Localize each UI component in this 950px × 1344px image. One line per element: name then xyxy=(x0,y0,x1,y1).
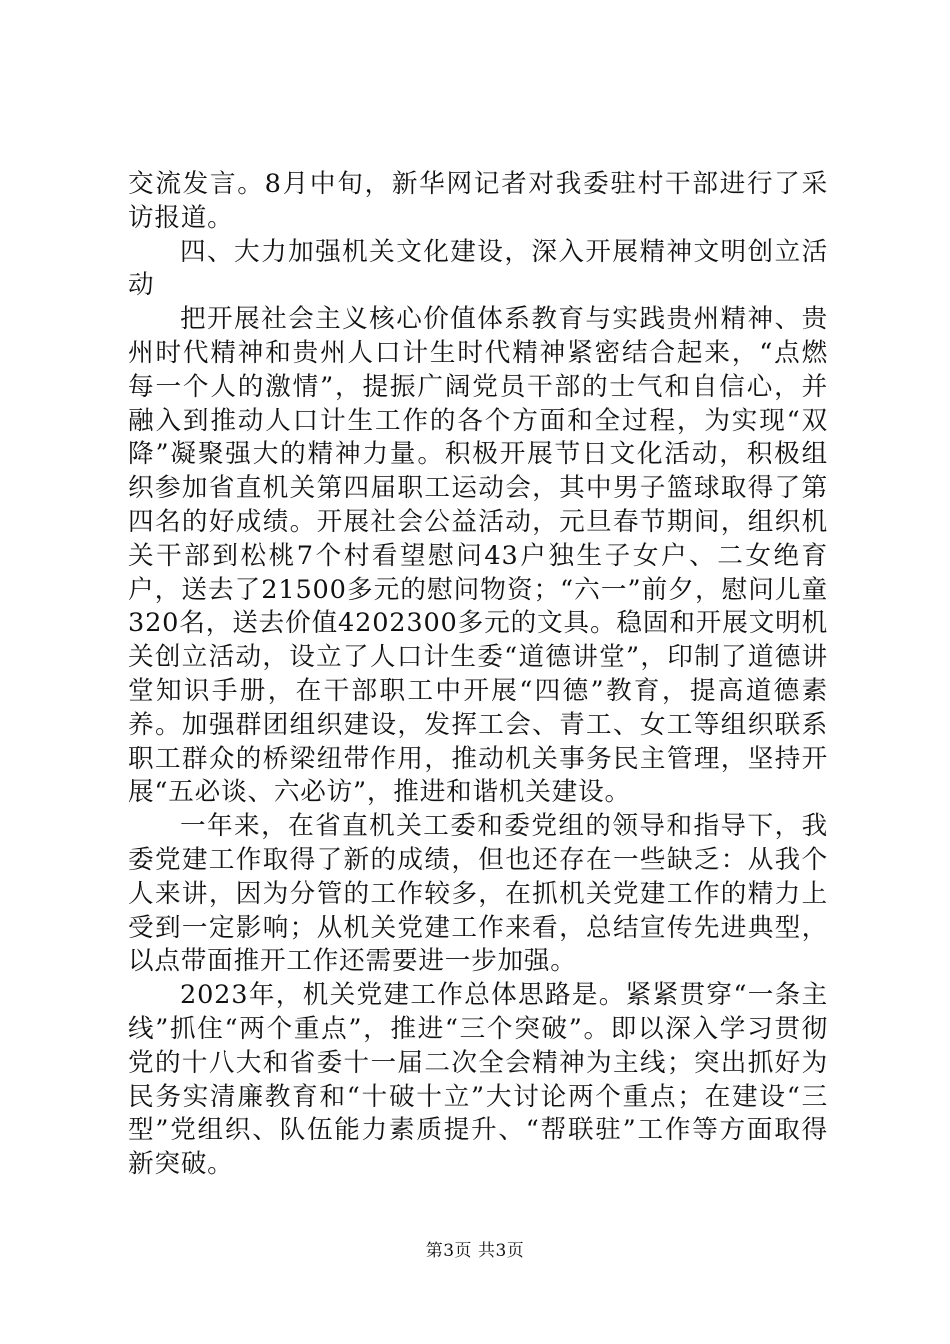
paragraph-culture: 把开展社会主义核心价值体系教育与实践贵州精神、贵州时代精神和贵州人口计生时代精神紧密结合起来，“点燃每一个人的激情”，提振广阔党员干部的士气和自信心，并融入到推动人口计生工作的各个方面和全过程，为实现“双降”凝聚强大的精神力量。积极开展节日文化活动，积极组织参加省直机关第四届职工运动会，其中男子篮球取得了第四名的好成绩。开展社会公益活动，元旦春节期间，组织机关干部到松桃7个村看望慰问43户独生子女户、二女绝育户，送去了21500多元的慰问物资；“六一”前夕，慰问儿童320名，送去价值4202300多元的文具。稳固和开展文明机关创立活动，设立了人口计生委“道德讲堂”，印制了道德讲堂知识手册，在干部职工中开展“四德”教育，提高道德素养。加强群团组织建设，发挥工会、青工、女工等组织联系职工群众的桥梁纽带作用，推动机关事务民主管理，坚持开展“五必谈、六必访”，推进和谐机关建设。 xyxy=(128,304,828,808)
document-body xyxy=(128,168,828,1182)
paragraph-plan: 2023年，机关党建工作总体思路是。紧紧贯穿“一条主线”抓住“两个重点”，推进“三个突破”。即以深入学习贯彻党的十八大和省委十一届二次全会精神为主线；突出抓好为民务实清廉教育和“十破十立”大讨论两个重点；在建设“三型”党组织、队伍能力素质提升、“帮联驻”工作等方面取得新突破。 xyxy=(128,980,828,1180)
section-heading: 四、大力加强机关文化建设，深入开展精神文明创立活动 xyxy=(128,236,828,301)
page-number-footer: 第3页 共3页 xyxy=(425,1241,525,1261)
paragraph-shortcomings: 一年来，在省直机关工委和委党组的领导和指导下，我委党建工作取得了新的成绩，但也还存在一些缺乏：从我个人来讲，因为分管的工作较多，在抓机关党建工作的精力上受到一定影响；从机关党建工作来看，总结宣传先进典型，以点带面推开工作还需要进一步加强。 xyxy=(128,811,828,977)
paragraph-continuation: 交流发言。8月中旬，新华网记者对我委驻村干部进行了采访报道。 xyxy=(128,169,828,233)
